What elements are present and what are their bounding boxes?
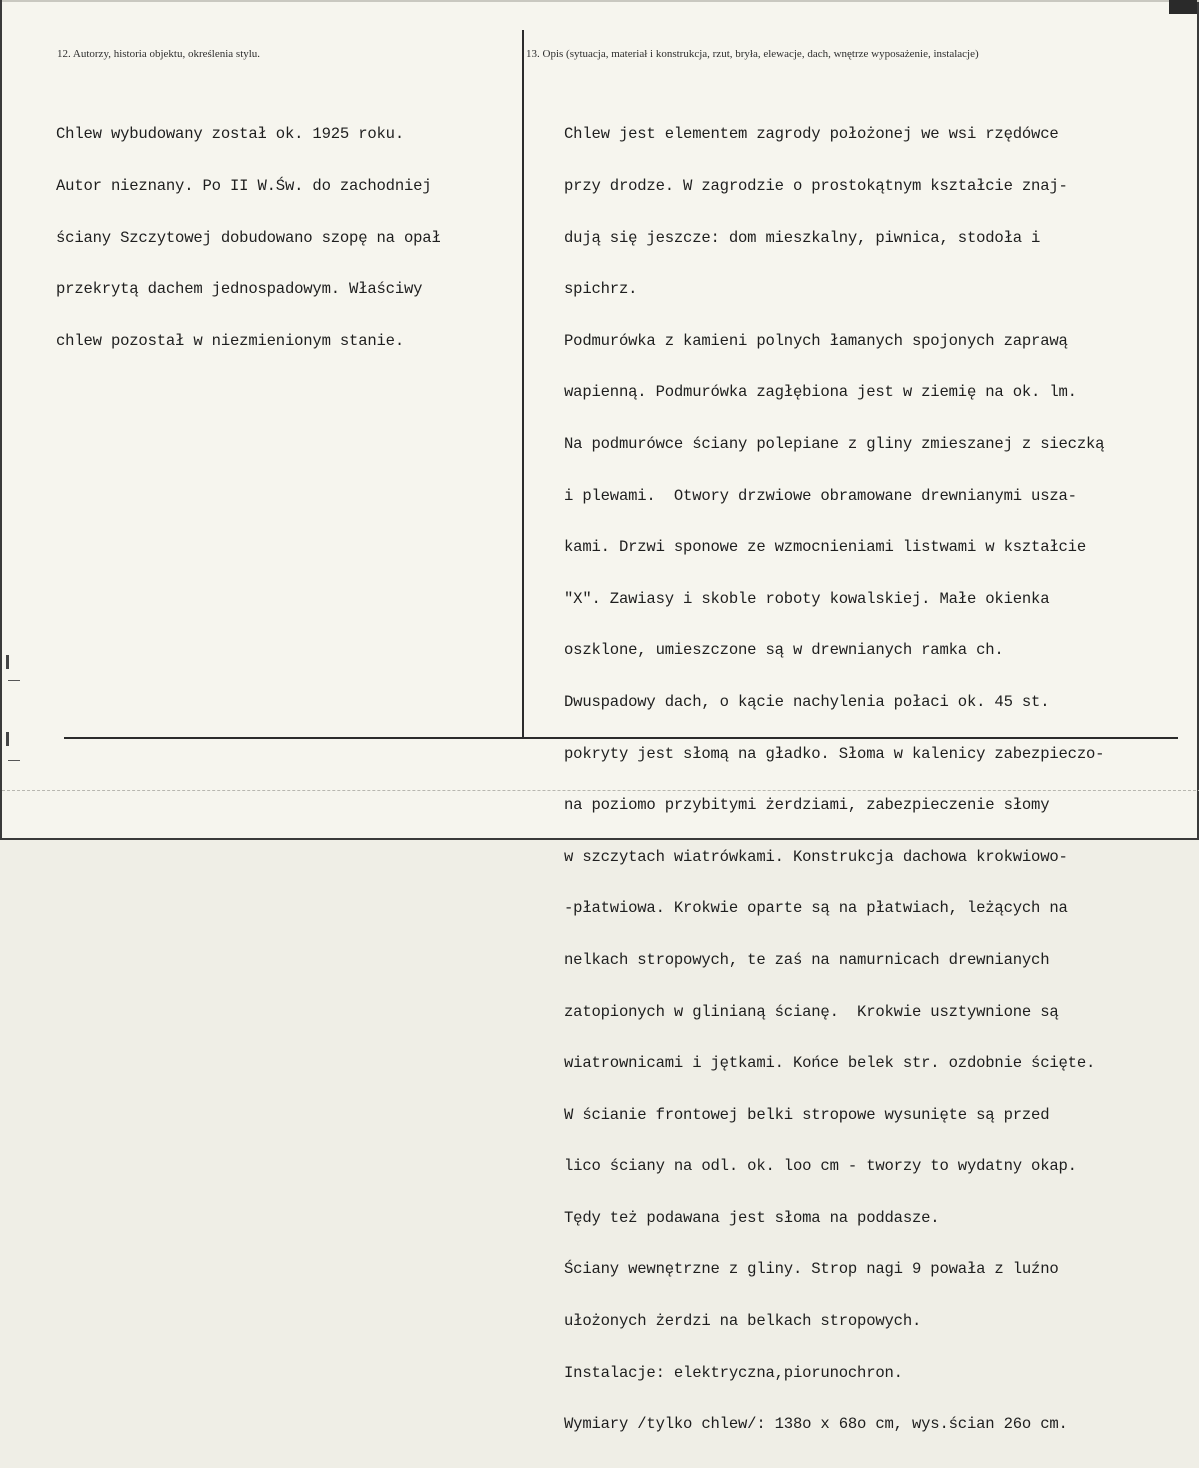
text-line: Instalacje: elektryczna,piorunochron. [564, 1363, 903, 1382]
text-line: lico ściany na odl. ok. loo cm - tworzy to wydatny okap. [564, 1157, 1077, 1176]
section-13-header: 13. Opis (sytuacja, materiał i konstrukcja, rzut, bryła, elewacje, dach, wnętrze wyposażenie, instalacje) [526, 48, 979, 60]
text-line: spichrz. [564, 280, 638, 299]
text-line: Na podmurówce ściany polepiane z gliny zmieszanej z sieczką [564, 434, 1105, 453]
text-line: na poziomo przybitymi żerdziami, zabezpieczenie słomy [564, 796, 1050, 815]
text-line: i plewami. Otwory drzwiowe obramowane drewnianymi usza- [564, 486, 1077, 505]
text-line: w szczytach wiatrówkami. Konstrukcja dachowa krokwiowo- [564, 847, 1068, 866]
text-line: chlew pozostał w niezmienionym stanie. [56, 331, 404, 350]
text-line: kami. Drzwi sponowe ze wzmocnieniami listwami w kształcie [564, 538, 1086, 557]
text-line: Ściany wewnętrzne z gliny. Strop nagi 9 powała z luźno [564, 1260, 1059, 1279]
section-12-text [56, 92, 441, 384]
text-line: -płatwiowa. Krokwie oparte są na płatwiach, leżących na [564, 899, 1068, 918]
margin-tick [6, 732, 9, 746]
section-13-text [564, 92, 1104, 1468]
column-divider [522, 30, 524, 738]
card-top-edge [2, 0, 1199, 2]
text-line: wiatrownicami i jętkami. Końce belek str. ozdobnie ścięte. [564, 1054, 1096, 1073]
text-line: dują się jeszcze: dom mieszkalny, piwnica, stodoła i [564, 228, 1041, 247]
text-line: Autor nieznany. Po II W.Św. do zachodniej [56, 177, 432, 195]
margin-mark [8, 680, 20, 681]
text-line: nelkach stropowych, te zaś na namurnicach drewnianych [564, 950, 1050, 969]
text-line: przy drodze. W zagrodzie o prostokątnym kształcie znaj- [564, 177, 1068, 195]
text-line: Wymiary /tylko chlew/: 138o x 68o cm, wys.ścian 26o cm. [564, 1415, 1068, 1434]
text-line: Tędy też podawana jest słoma na poddasze. [564, 1208, 940, 1227]
text-line: Chlew wybudowany został ok. 1925 roku. [56, 125, 404, 144]
text-line: Podmurówka z kamieni polnych łamanych spojonych zaprawą [564, 331, 1068, 350]
text-line: zatopionych w glinianą ścianę. Krokwie usztywnione są [564, 1002, 1059, 1021]
text-line: Chlew jest elementem zagrody położonej we wsi rzędówce [564, 125, 1059, 144]
text-line: ułożonych żerdzi na belkach stropowych. [564, 1312, 922, 1331]
text-line: ściany Szczytowej dobudowano szopę na opał [56, 228, 441, 247]
text-line: Dwuspadowy dach, o kącie nachylenia połaci ok. 45 st. [564, 692, 1050, 711]
section-12-header: 12. Autorzy, historia objektu, określenia stylu. [57, 48, 261, 60]
margin-tick [6, 655, 9, 669]
card-corner-mark [1169, 0, 1197, 14]
text-line: wapienną. Podmurówka zagłębiona jest w ziemię na ok. lm. [564, 383, 1077, 402]
text-line: oszklone, umieszczone są w drewnianych ramka ch. [564, 641, 1004, 660]
text-line: W ścianie frontowej belki stropowe wysunięte są przed [564, 1105, 1050, 1124]
text-line: przekrytą dachem jednospadowym. Właściwy [56, 280, 423, 299]
margin-mark [8, 760, 20, 761]
text-line: "X". Zawiasy i skoble roboty kowalskiej. Małe okienka [564, 589, 1050, 608]
text-line: pokryty jest słomą na gładko. Słoma w kalenicy zabezpieczo- [564, 744, 1105, 763]
